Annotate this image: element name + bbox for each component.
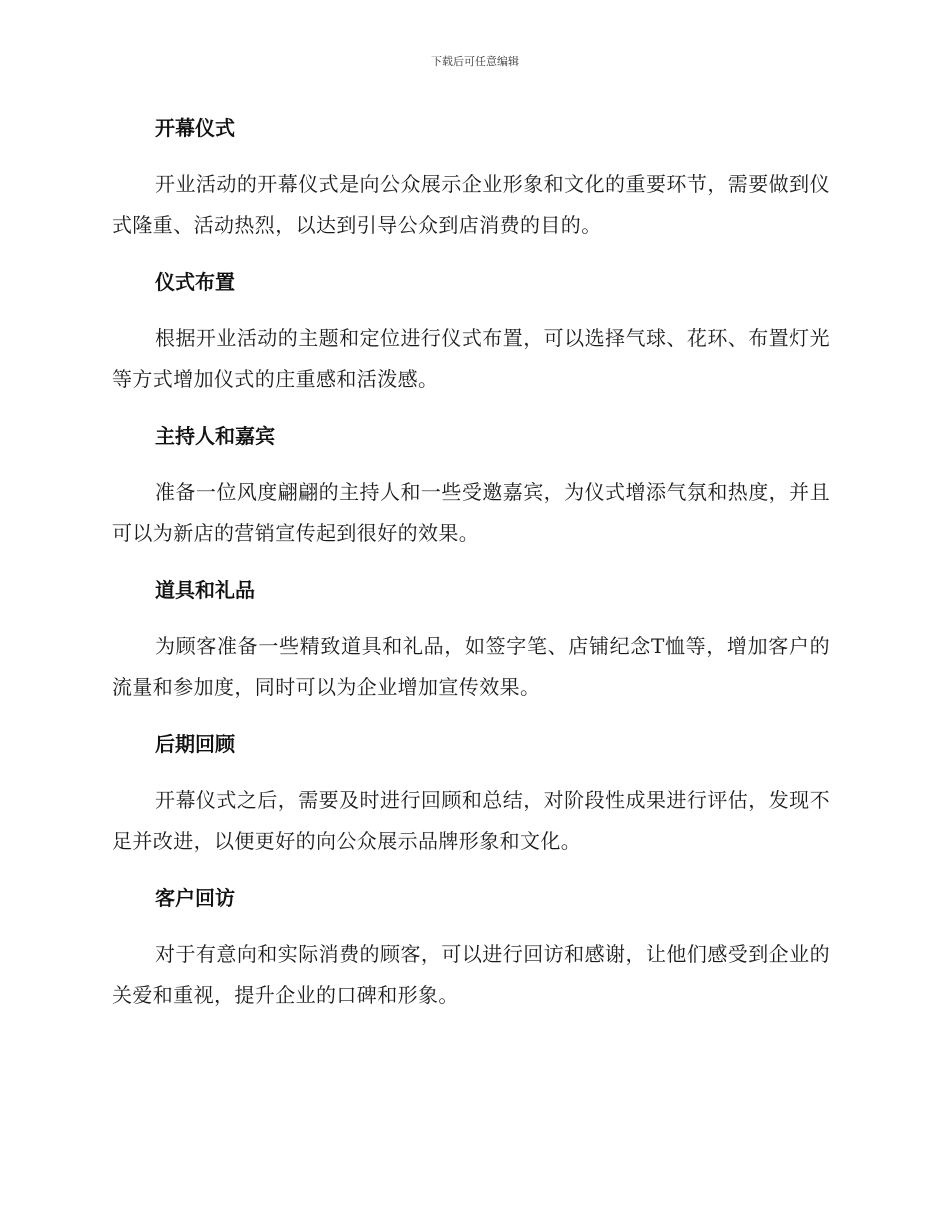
section-heading: 主持人和嘉宾 — [155, 424, 275, 448]
section-post-review — [112, 724, 830, 862]
section-props-and-gifts — [112, 570, 830, 708]
section-paragraph: 根据开业活动的主题和定位进行仪式布置，可以选择气球、花环、布置灯光等方式增加仪式的庄重感和活泼感。 — [112, 326, 830, 391]
section-heading: 道具和礼品 — [155, 578, 255, 602]
section-paragraph: 开幕仪式之后，需要及时进行回顾和总结，对阶段性成果进行评估，发现不足并改进，以便更好的向公众展示品牌形象和文化。 — [112, 788, 830, 853]
section-opening-ceremony — [112, 108, 830, 246]
section-heading: 后期回顾 — [155, 732, 235, 756]
section-host-and-guests — [112, 416, 830, 554]
section-heading: 仪式布置 — [155, 270, 235, 294]
section-paragraph: 准备一位风度翩翩的主持人和一些受邀嘉宾，为仪式增添气氛和热度，并且可以为新店的营销宣传起到很好的效果。 — [112, 480, 830, 545]
section-ceremony-setup — [112, 262, 830, 400]
section-heading: 开幕仪式 — [155, 116, 235, 140]
section-heading: 客户回访 — [155, 886, 235, 910]
section-paragraph: 开业活动的开幕仪式是向公众展示企业形象和文化的重要环节，需要做到仪式隆重、活动热烈，以达到引导公众到店消费的目的。 — [112, 172, 830, 237]
document-content — [112, 108, 830, 1032]
page-header: 下载后可任意编辑 — [431, 55, 519, 68]
section-customer-follow-up — [112, 878, 830, 1016]
section-paragraph: 对于有意向和实际消费的顾客，可以进行回访和感谢，让他们感受到企业的关爱和重视，提升企业的口碑和形象。 — [112, 942, 830, 1007]
section-paragraph: 为顾客准备一些精致道具和礼品，如签字笔、店铺纪念T恤等，增加客户的流量和参加度，同时可以为企业增加宣传效果。 — [112, 634, 830, 699]
